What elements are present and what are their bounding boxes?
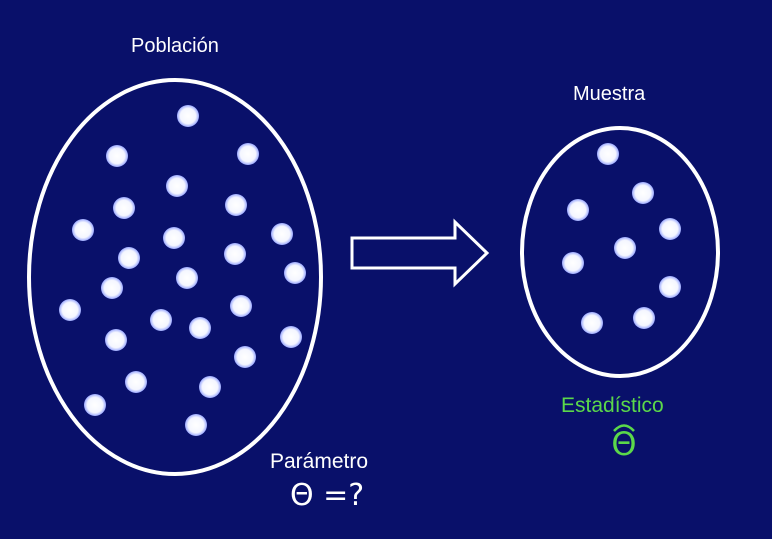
population-dots (59, 105, 306, 436)
sample-dot (567, 199, 589, 221)
population-dot (101, 277, 123, 299)
population-dot (271, 223, 293, 245)
sample-dot (597, 143, 619, 165)
population-dot (59, 299, 81, 321)
sample-dot (659, 276, 681, 298)
population-dot (177, 105, 199, 127)
population-dot (163, 227, 185, 249)
population-dot (237, 143, 259, 165)
sample-dots (562, 143, 681, 334)
sample-dot (659, 218, 681, 240)
population-dot (185, 414, 207, 436)
population-dot (106, 145, 128, 167)
population-dot (224, 243, 246, 265)
sample-dot (632, 182, 654, 204)
population-dot (199, 376, 221, 398)
sample-title: Muestra (573, 83, 646, 105)
population-ellipse (29, 80, 321, 474)
population-title: Población (131, 35, 219, 57)
population-dot (118, 247, 140, 269)
sample-dot (614, 237, 636, 259)
population-dot (230, 295, 252, 317)
statistic-estimator (609, 425, 639, 463)
parameter-expression (290, 478, 364, 513)
sample-dot (581, 312, 603, 334)
statistic-label: Estadístico (561, 394, 664, 417)
parameter-label: Parámetro (270, 450, 369, 473)
population-dot (113, 197, 135, 219)
sample-dot (562, 252, 584, 274)
population-dot (84, 394, 106, 416)
population-dot (166, 175, 188, 197)
population-dot (284, 262, 306, 284)
population-dot (189, 317, 211, 339)
population-dot (234, 346, 256, 368)
hat-icon (613, 422, 635, 432)
right-arrow-icon (352, 222, 487, 284)
population-dot (150, 309, 172, 331)
statistic-symbol: Θ (611, 425, 637, 463)
population-dot (225, 194, 247, 216)
parameter-unknown: =? (323, 478, 365, 513)
population-dot (176, 267, 198, 289)
population-dot (280, 326, 302, 348)
population-dot (72, 219, 94, 241)
sample-dot (633, 307, 655, 329)
population-dot (125, 371, 147, 393)
population-dot (105, 329, 127, 351)
parameter-symbol: Θ (290, 478, 314, 513)
